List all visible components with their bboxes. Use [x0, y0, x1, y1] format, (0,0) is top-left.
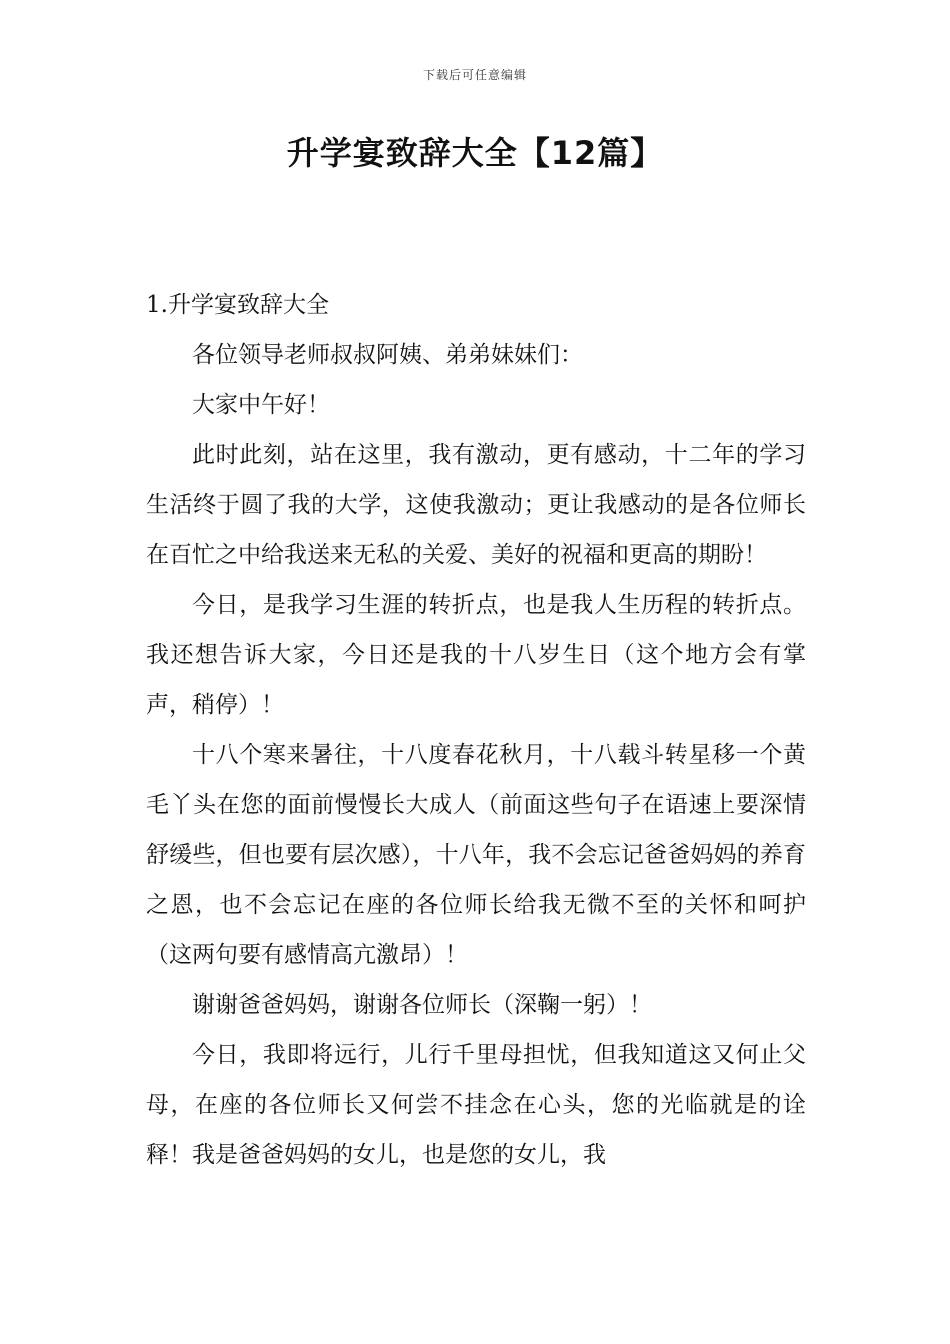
paragraph-thanks: 谢谢爸爸妈妈，谢谢各位师长（深鞠一躬）！ [192, 992, 652, 1018]
header-note: 下载后可任意编辑 [422, 68, 527, 82]
paragraph-turning-point: 今日，是我学习生涯的转折点，也是我人生历程的转折点。我还想告诉大家，今日还是我的十八岁生日（这个地方会有掌声，稍停）！ [146, 592, 806, 718]
section-heading: 1.升学宴致辞大全 [146, 292, 329, 318]
paragraph-eighteen-years: 十八个寒来暑往，十八度春花秋月，十八载斗转星移一个黄毛丫头在您的面前慢慢长大成人（前面这些句子在语速上要深情舒缓些，但也要有层次感），十八年，我不会忘记爸爸妈妈的养育之恩，也不会忘记在座的各位师长给我无微不至的关怀和呵护（这两句要有感情高亢激昂）！ [146, 742, 806, 968]
document-title: 升学宴致辞大全【12篇】 [286, 134, 664, 172]
document-body [146, 280, 806, 1180]
paragraph-hello: 大家中午好！ [192, 392, 330, 418]
paragraph-departure: 今日，我即将远行，儿行千里母担忧，但我知道这又何止父母，在座的各位师长又何尝不挂念在心头，您的光临就是的诠释！我是爸爸妈妈的女儿，也是您的女儿，我 [146, 1042, 806, 1168]
paragraph-gratitude: 此时此刻，站在这里，我有激动，更有感动，十二年的学习生活终于圆了我的大学，这使我激动；更让我感动的是各位师长在百忙之中给我送来无私的关爱、美好的祝福和更高的期盼！ [146, 442, 806, 568]
paragraph-greeting: 各位领导老师叔叔阿姨、弟弟妹妹们： [192, 342, 583, 368]
